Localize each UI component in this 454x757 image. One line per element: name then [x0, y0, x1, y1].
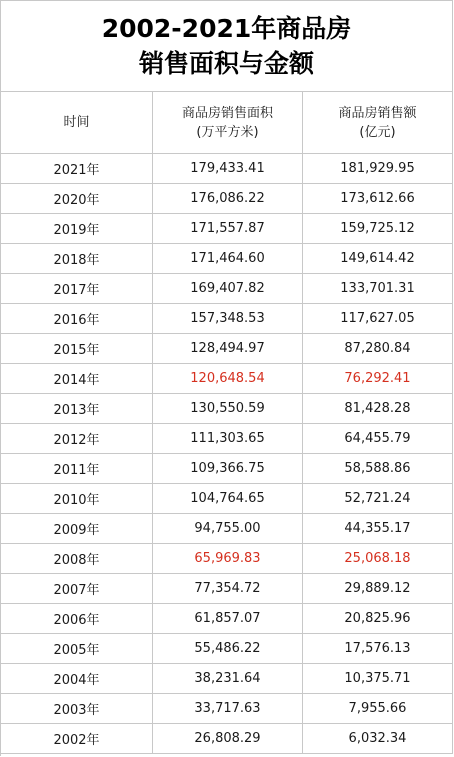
- title-line-1: 2002-2021年商品房: [101, 14, 352, 43]
- table-title: [1, 1, 453, 92]
- header-area: [153, 92, 303, 153]
- area-cell: 120,648.54: [153, 364, 303, 393]
- area-cell: 33,717.63: [153, 694, 303, 723]
- amount-cell: 17,576.13: [303, 634, 453, 663]
- area-cell: 171,557.87: [153, 214, 303, 243]
- amount-cell: 58,588.86: [303, 454, 453, 483]
- amount-cell: 29,889.12: [303, 574, 453, 603]
- table-row: [1, 484, 453, 514]
- header-amount: [303, 92, 453, 153]
- year-cell: 2012年: [1, 424, 153, 453]
- area-cell: 179,433.41: [153, 154, 303, 183]
- area-cell: 38,231.64: [153, 664, 303, 693]
- year-cell: 2009年: [1, 514, 153, 543]
- table-row: [1, 274, 453, 304]
- area-cell: 77,354.72: [153, 574, 303, 603]
- amount-cell: 64,455.79: [303, 424, 453, 453]
- amount-cell: 117,627.05: [303, 304, 453, 333]
- table-row: [1, 334, 453, 364]
- year-cell: 2014年: [1, 364, 153, 393]
- year-cell: 2020年: [1, 184, 153, 213]
- table-row: [1, 664, 453, 694]
- year-cell: 2005年: [1, 634, 153, 663]
- table-row: [1, 514, 453, 544]
- area-cell: 26,808.29: [153, 724, 303, 753]
- amount-cell: 87,280.84: [303, 334, 453, 363]
- header-amount-label: 商品房销售额: [338, 105, 417, 121]
- year-cell: 2007年: [1, 574, 153, 603]
- table-row: [1, 724, 453, 754]
- area-cell: 128,494.97: [153, 334, 303, 363]
- table-row: [1, 214, 453, 244]
- area-cell: 61,857.07: [153, 604, 303, 633]
- table-body: [1, 154, 453, 754]
- amount-cell: 181,929.95: [303, 154, 453, 183]
- table-row: [1, 304, 453, 334]
- table-row: [1, 694, 453, 724]
- area-cell: 65,969.83: [153, 544, 303, 573]
- table-row: [1, 154, 453, 184]
- area-cell: 171,464.60: [153, 244, 303, 273]
- table-row: [1, 454, 453, 484]
- year-cell: 2013年: [1, 394, 153, 423]
- amount-cell: 159,725.12: [303, 214, 453, 243]
- amount-cell: 7,955.66: [303, 694, 453, 723]
- amount-cell: 52,721.24: [303, 484, 453, 513]
- area-cell: 176,086.22: [153, 184, 303, 213]
- area-cell: 130,550.59: [153, 394, 303, 423]
- amount-cell: 6,032.34: [303, 724, 453, 753]
- area-cell: 55,486.22: [153, 634, 303, 663]
- table-row: [1, 244, 453, 274]
- table-row: [1, 634, 453, 664]
- amount-cell: 76,292.41: [303, 364, 453, 393]
- table-row: [1, 604, 453, 634]
- year-cell: 2008年: [1, 544, 153, 573]
- area-cell: 111,303.65: [153, 424, 303, 453]
- year-cell: 2015年: [1, 334, 153, 363]
- year-cell: 2019年: [1, 214, 153, 243]
- table-row: [1, 394, 453, 424]
- year-cell: 2010年: [1, 484, 153, 513]
- amount-cell: 133,701.31: [303, 274, 453, 303]
- table-row: [1, 184, 453, 214]
- amount-cell: 44,355.17: [303, 514, 453, 543]
- area-cell: 169,407.82: [153, 274, 303, 303]
- year-cell: 2004年: [1, 664, 153, 693]
- header-area-label: 商品房销售面积: [181, 105, 273, 121]
- area-cell: 109,366.75: [153, 454, 303, 483]
- header-area-unit: (万平方米): [196, 124, 259, 140]
- year-cell: 2017年: [1, 274, 153, 303]
- year-cell: 2021年: [1, 154, 153, 183]
- year-cell: 2016年: [1, 304, 153, 333]
- area-cell: 94,755.00: [153, 514, 303, 543]
- area-cell: 104,764.65: [153, 484, 303, 513]
- year-cell: 2011年: [1, 454, 153, 483]
- year-cell: 2002年: [1, 724, 153, 753]
- table-row: [1, 424, 453, 454]
- header-row: [1, 92, 453, 154]
- year-cell: 2006年: [1, 604, 153, 633]
- title-line-2: 销售面积与金额: [138, 49, 314, 78]
- table-row: [1, 544, 453, 574]
- amount-cell: 20,825.96: [303, 604, 453, 633]
- amount-cell: 25,068.18: [303, 544, 453, 573]
- table-row: [1, 574, 453, 604]
- header-time-label: 时间: [63, 115, 90, 130]
- amount-cell: 10,375.71: [303, 664, 453, 693]
- amount-cell: 81,428.28: [303, 394, 453, 423]
- header-time: [1, 92, 153, 153]
- area-cell: 157,348.53: [153, 304, 303, 333]
- year-cell: 2003年: [1, 694, 153, 723]
- amount-cell: 173,612.66: [303, 184, 453, 213]
- year-cell: 2018年: [1, 244, 153, 273]
- amount-cell: 149,614.42: [303, 244, 453, 273]
- table-row: [1, 364, 453, 394]
- header-amount-unit: (亿元): [359, 124, 396, 140]
